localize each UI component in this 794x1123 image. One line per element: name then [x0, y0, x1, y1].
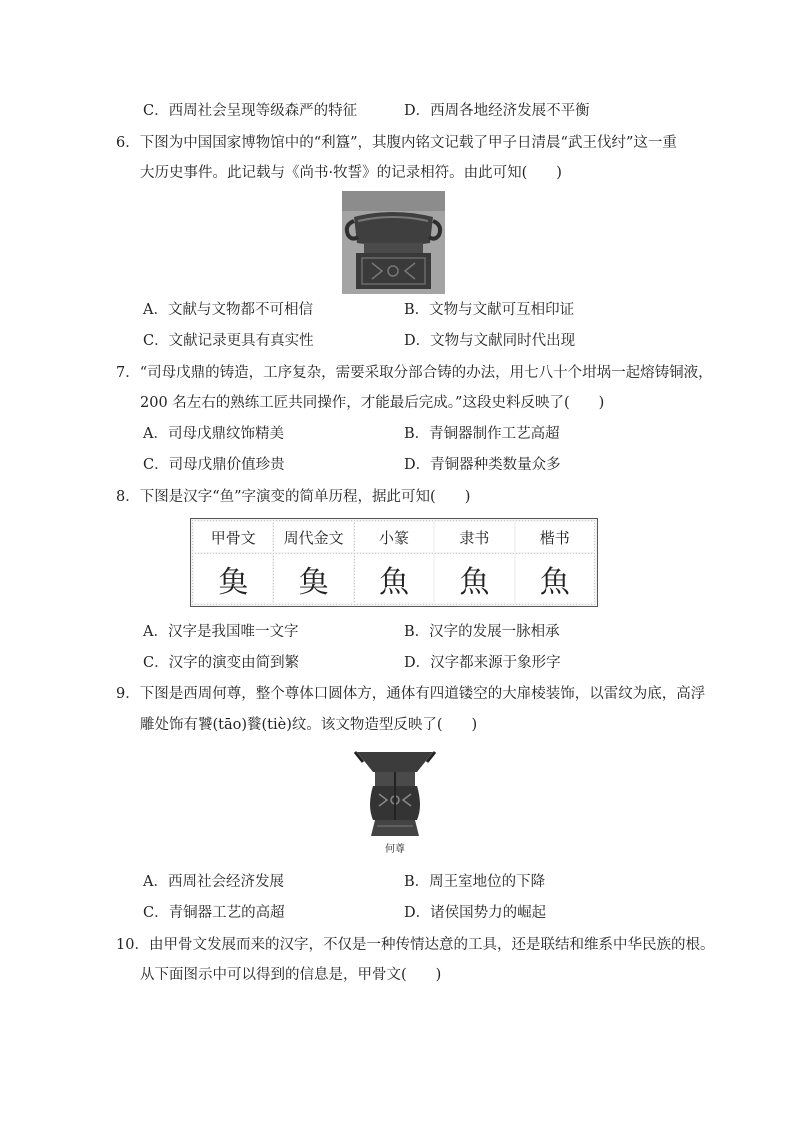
q10-stem-line1: 10．由甲骨文发展而来的汉字，不仅是一种传情达意的工具，还是联结和维系中华民族的根。 — [116, 937, 715, 953]
q6-option-a[interactable]: A．文献与文物都不可相信 — [143, 302, 313, 318]
header-clerical: 隶书 — [435, 522, 513, 552]
q8-stem-line1: 8．下图是汉字“鱼”字演变的简单历程，据此可知( ) — [116, 489, 471, 505]
q7-option-a[interactable]: A．司母戊鼎纹饰精美 — [143, 426, 284, 442]
q7-stem-line2: 200 名左右的熟练工匠共同操作，才能最后完成。”这段史料反映了( ) — [140, 395, 605, 411]
header-small-seal: 小篆 — [355, 522, 433, 552]
he-zun-bronze-image — [353, 750, 437, 838]
glyph-clerical: 魚 — [435, 554, 513, 603]
glyph-oracle-bone: 𩵋 — [194, 554, 272, 603]
he-zun-caption: 何尊 — [385, 844, 405, 855]
q6-option-c[interactable]: C．文献记录更具有真实性 — [143, 333, 314, 349]
li-gui-bronze-image — [342, 191, 445, 294]
q7-option-b[interactable]: B．青铜器制作工艺高超 — [404, 426, 560, 442]
q7-stem-line1: 7．“司母戊鼎的铸造，工序复杂，需要采取分部合铸的办法，用七八十个坩埚一起熔铸铜液， — [116, 365, 713, 381]
glyph-small-seal: 魚 — [355, 554, 433, 603]
li-gui-illustration — [342, 191, 445, 294]
glyph-regular: 魚 — [516, 554, 594, 603]
q9-stem-line1: 9．下图是西周何尊，整个尊体口圆体方，通体有四道镂空的大扉棱装饰，以雷纹为底，高浮 — [116, 686, 706, 702]
q9-option-b[interactable]: B．周王室地位的下降 — [404, 874, 546, 890]
q5-option-d[interactable]: D．西周各地经济发展不平衡 — [404, 103, 590, 119]
header-oracle-bone: 甲骨文 — [194, 522, 272, 552]
q8-option-c[interactable]: C．汉字的演变由简到繁 — [143, 655, 300, 671]
q9-option-c[interactable]: C．青铜器工艺的高超 — [143, 905, 285, 921]
q5-option-c[interactable]: C．西周社会呈现等级森严的特征 — [143, 103, 358, 119]
glyph-bronze-script: 𩵋 — [274, 554, 352, 603]
q8-option-b[interactable]: B．汉字的发展一脉相承 — [404, 624, 560, 640]
q8-option-a[interactable]: A．汉字是我国唯一文字 — [143, 624, 299, 640]
he-zun-illustration — [353, 750, 437, 838]
q7-option-c[interactable]: C．司母戊鼎价值珍贵 — [143, 457, 285, 473]
q9-option-d[interactable]: D．诸侯国势力的崛起 — [404, 905, 547, 921]
q6-stem-line1: 6．下图为中国国家博物馆中的“利簋”，其腹内铭文记载了甲子日清晨“武王伐纣”这一重 — [116, 135, 677, 151]
fish-character-evolution-table — [190, 518, 598, 607]
q9-option-a[interactable]: A．西周社会经济发展 — [143, 874, 284, 890]
q9-stem-line2: 雕处饰有饕(tāo)餮(tiè)纹。该文物造型反映了( ) — [140, 717, 478, 733]
header-bronze-script: 周代金文 — [274, 522, 352, 552]
q6-option-b[interactable]: B．文物与文献可互相印证 — [404, 302, 575, 318]
q10-stem-line2: 从下面图示中可以得到的信息是，甲骨文( ) — [140, 967, 442, 983]
q8-option-d[interactable]: D．汉字都来源于象形字 — [404, 655, 561, 671]
header-regular: 楷书 — [516, 522, 594, 552]
q6-stem-line2: 大历史事件。此记载与《尚书·牧誓》的记录相符。由此可知( ) — [140, 165, 562, 181]
q6-option-d[interactable]: D．文物与文献同时代出现 — [404, 333, 576, 349]
q7-option-d[interactable]: D．青铜器种类数量众多 — [404, 457, 561, 473]
